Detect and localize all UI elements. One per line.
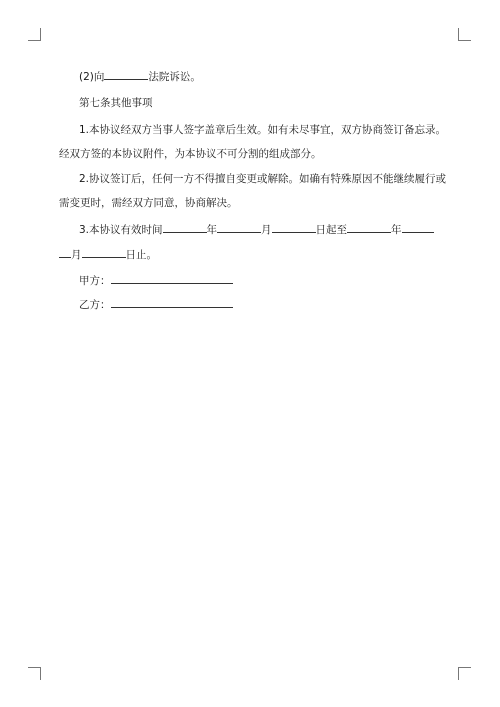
start-month-blank bbox=[217, 222, 261, 233]
start-day-blank bbox=[272, 222, 316, 233]
clause-3-line-1: 3.本协议有效时间 年 月 日起至 年 bbox=[79, 222, 434, 237]
end-year-blank bbox=[347, 222, 391, 233]
clause-1-line-2: 经双方签的本协议附件，为本协议不可分割的组成部分。 bbox=[59, 148, 322, 160]
page-corner-mark-top-left bbox=[28, 28, 41, 41]
end-day-blank bbox=[82, 247, 126, 258]
page-corner-mark-top-right bbox=[458, 28, 471, 41]
end-month-blank-part bbox=[402, 222, 434, 233]
clause-2-line-1: 2.协议签订后，任何一方不得擅自变更或解除。如确有特殊原因不能继续履行或 bbox=[79, 173, 447, 185]
end-month-blank-cont bbox=[59, 247, 71, 258]
clause-3-line-2: 月 日止。 bbox=[59, 247, 157, 262]
court-name-blank bbox=[104, 69, 148, 80]
party-b-line: 乙方： bbox=[79, 297, 233, 312]
party-a-line: 甲方： bbox=[79, 273, 233, 288]
clause-1-line-1: 1.本协议经双方当事人签字盖章后生效。如有未尽事宜，双方协商签订备忘录。 bbox=[79, 124, 447, 136]
start-year-blank bbox=[163, 222, 207, 233]
party-b-signature-blank bbox=[111, 297, 233, 308]
court-litigation-line: (2)向 法院诉讼。 bbox=[79, 71, 201, 83]
party-a-signature-blank bbox=[111, 273, 233, 284]
page-corner-mark-bottom-left bbox=[28, 667, 41, 680]
section-heading: 第七条其他事项 bbox=[79, 97, 153, 109]
clause-2-line-2: 需变更时，需经双方同意，协商解决。 bbox=[59, 197, 238, 209]
page-corner-mark-bottom-right bbox=[458, 667, 471, 680]
